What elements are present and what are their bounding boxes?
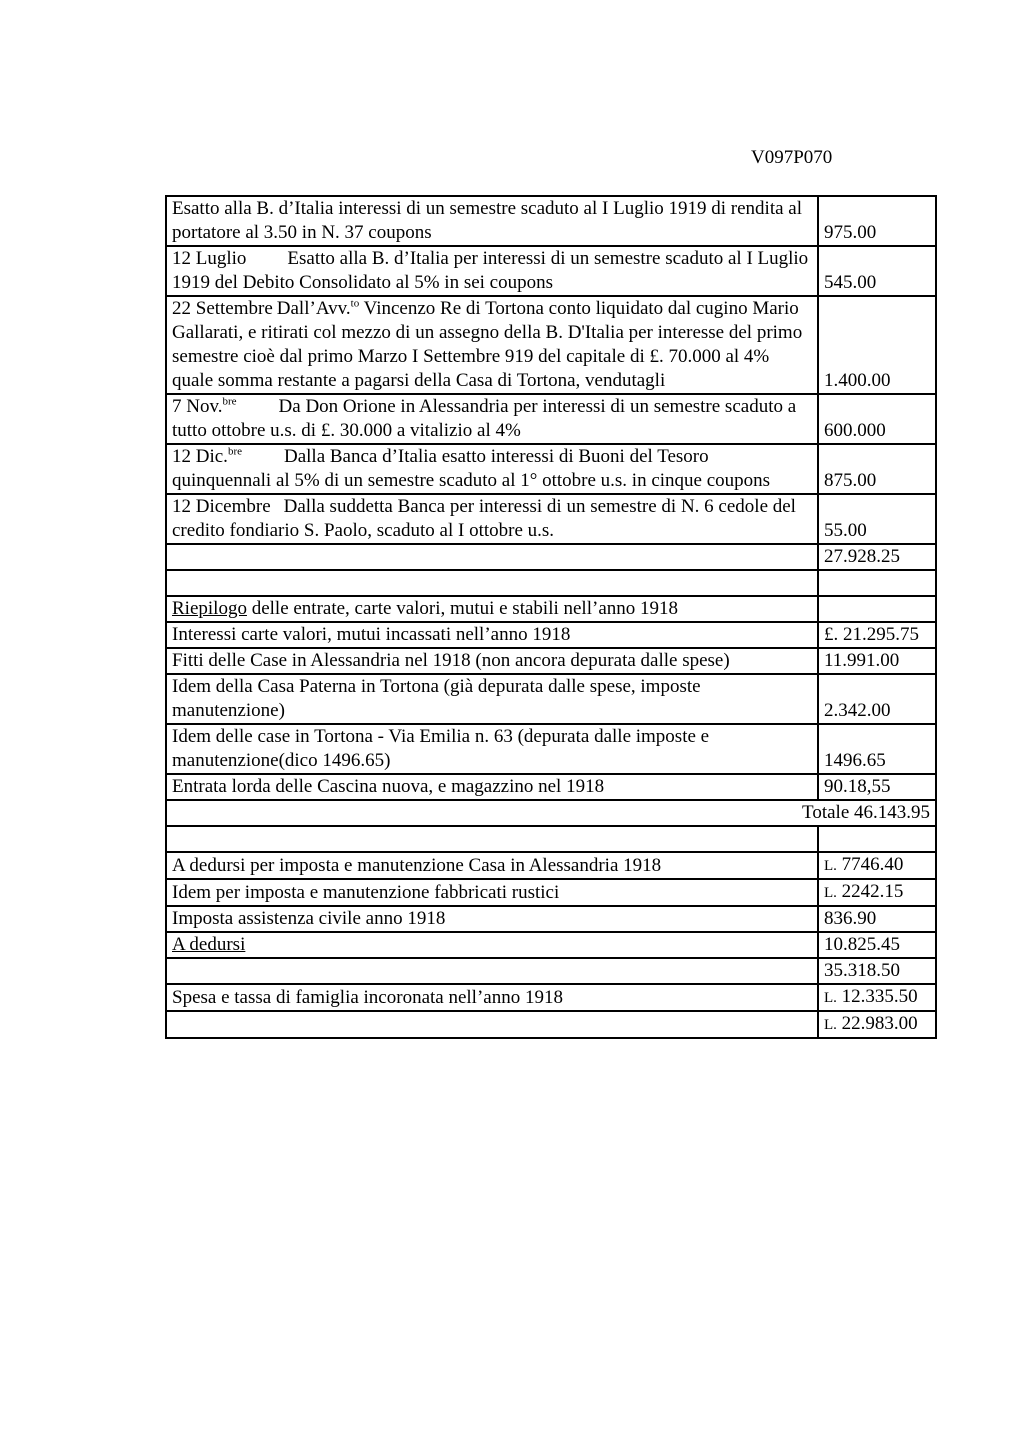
table-row [166, 196, 936, 246]
entry-date: 7 Nov. [172, 396, 223, 417]
entry-superscript: bre [227, 445, 242, 458]
entry-text: Dall’Avv. [276, 298, 351, 319]
entry-text: Dalla Banca d’Italia esatto interessi di Buoni del Tesoro quinquennali al 5% di un semestre scaduto al 1° ottobre u.s. in cinque coupons [172, 446, 771, 491]
summary-heading [166, 596, 818, 622]
entry-date: 12 Dicembre [172, 496, 271, 517]
empty-cell [166, 826, 818, 852]
entry-description [166, 394, 818, 444]
page-reference: V097P070 [751, 147, 833, 168]
table-row [166, 984, 936, 1011]
entry-amount: 545.00 [818, 246, 936, 296]
deduction-amount [818, 852, 936, 879]
table-row [166, 596, 936, 622]
entry-date: 12 Dic. [172, 446, 228, 467]
entry-description [166, 444, 818, 494]
summary-item: Fitti delle Case in Alessandria nel 1918 (non ancora depurata dalle spese) [166, 648, 818, 674]
table-row [166, 932, 936, 958]
table-row [166, 724, 936, 774]
table-row [166, 774, 936, 800]
deduction-item: A dedursi per imposta e manutenzione Casa in Alessandria 1918 [166, 852, 818, 879]
entry-description [166, 196, 818, 246]
summary-total: Totale 46.143.95 [166, 800, 936, 826]
deduction-label-underlined: A dedursi [172, 934, 246, 955]
deduction-amount [818, 879, 936, 906]
deduction-amount: 836.90 [818, 906, 936, 932]
summary-item: Entrata lorda delle Cascina nuova, e magazzino nel 1918 [166, 774, 818, 800]
table-row [166, 800, 936, 826]
table-row [166, 544, 936, 570]
entry-text: Da Don Orione in Alessandria per interessi di un semestre scaduto a tutto ottobre u.s. di £. 30.000 a vitalizio al 4% [172, 396, 797, 441]
table-row [166, 674, 936, 724]
summary-item: Idem della Casa Paterna in Tortona (già depurata dalle spese, imposte manutenzione) [166, 674, 818, 724]
summary-amount: 2.342.00 [818, 674, 936, 724]
entry-description [166, 296, 818, 394]
summary-amount: 90.18,55 [818, 774, 936, 800]
family-expense-amount [818, 984, 936, 1011]
entry-superscript: bre [222, 395, 237, 408]
entry-amount: 600.000 [818, 394, 936, 444]
table-row [166, 826, 936, 852]
table-row [166, 879, 936, 906]
empty-cell [818, 826, 936, 852]
empty-cell [818, 596, 936, 622]
summary-heading-underlined: Riepilogo [172, 598, 247, 619]
entry-amount: 875.00 [818, 444, 936, 494]
deduction-subtotal-label [166, 932, 818, 958]
table-row [166, 648, 936, 674]
empty-cell [166, 1011, 818, 1038]
table-row [166, 1011, 936, 1038]
table-row [166, 246, 936, 296]
table-row [166, 296, 936, 394]
deduction-subtotal: 10.825.45 [818, 932, 936, 958]
table-row [166, 444, 936, 494]
summary-amount: 1496.65 [818, 724, 936, 774]
summary-amount: 11.991.00 [818, 648, 936, 674]
empty-cell [166, 958, 818, 984]
entry-amount: 1.400.00 [818, 296, 936, 394]
summary-item: Interessi carte valori, mutui incassati nell’anno 1918 [166, 622, 818, 648]
amount-value: 12.335.50 [836, 986, 918, 1007]
table-row [166, 906, 936, 932]
entry-text: Dalla suddetta Banca per interessi di un semestre di N. 6 cedole del credito fondiario S. Paolo, scaduto al I ottobre u.s. [172, 496, 796, 541]
currency-prefix: L. [824, 1017, 837, 1033]
entry-description [166, 246, 818, 296]
deduction-item: Idem per imposta e manutenzione fabbricati rustici [166, 879, 818, 906]
entry-amount: 975.00 [818, 196, 936, 246]
summary-heading-rest: delle entrate, carte valori, mutui e stabili nell’anno 1918 [246, 598, 678, 619]
deduction-item: Imposta assistenza civile anno 1918 [166, 906, 818, 932]
currency-prefix: L. [824, 858, 837, 874]
final-amount [818, 1011, 936, 1038]
entry-date: 22 Settembre [172, 298, 273, 319]
entry-amount: 55.00 [818, 494, 936, 544]
ledger-table [165, 195, 937, 1039]
currency-prefix: L. [824, 990, 837, 1006]
entry-description [166, 494, 818, 544]
entries-sum: 27.928.25 [818, 544, 936, 570]
empty-cell [818, 570, 936, 596]
entry-text: Esatto alla B. d’Italia per interessi di un semestre scaduto al I Luglio 1919 del Debito Consolidato al 5% in sei coupons [172, 248, 809, 293]
table-row [166, 852, 936, 879]
table-row [166, 622, 936, 648]
currency-prefix: L. [824, 885, 837, 901]
summary-item: Idem delle case in Tortona - Via Emilia n. 63 (depurata dalle imposte e manutenzione(dico 1496.65) [166, 724, 818, 774]
summary-amount: £. 21.295.75 [818, 622, 936, 648]
entry-text: Esatto alla B. d’Italia interessi di un semestre scaduto al I Luglio 1919 di rendita al portatore al 3.50 in N. 37 coupons [172, 198, 802, 243]
net-amount: 35.318.50 [818, 958, 936, 984]
table-row [166, 958, 936, 984]
table-row [166, 570, 936, 596]
table-row [166, 394, 936, 444]
entry-date: 12 Luglio [172, 248, 247, 269]
table-row [166, 494, 936, 544]
entry-text-continued: Vincenzo Re di Tortona conto liquidato dal cugino Mario Gallarati, e ritirati col mezzo di un assegno della B. D'Italia per interesse del primo semestre cioè dal primo Marzo I Settembre 919 del capitale di £. 70.000 al 4% quale somma restante a pagarsi della Casa di Tortona, vendutagli [172, 298, 803, 391]
family-expense-item: Spesa e tassa di famiglia incoronata nell’anno 1918 [166, 984, 818, 1011]
amount-value: 22.983.00 [836, 1013, 918, 1034]
amount-value: 7746.40 [836, 854, 904, 875]
empty-cell [166, 570, 818, 596]
empty-cell [166, 544, 818, 570]
amount-value: 2242.15 [836, 881, 904, 902]
entry-superscript: to [350, 297, 360, 310]
